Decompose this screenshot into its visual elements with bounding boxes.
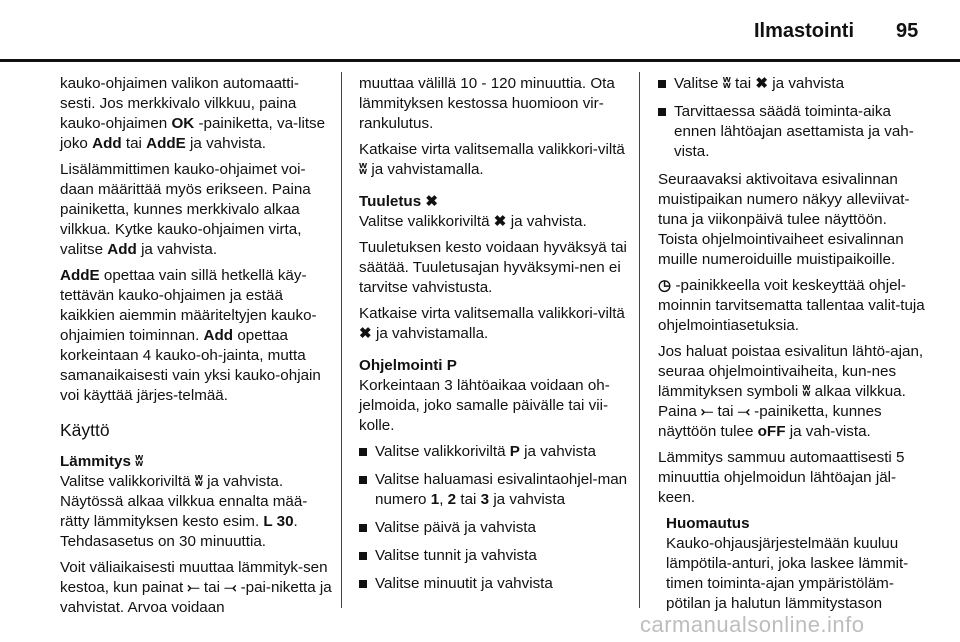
heading-lammitys bbox=[60, 452, 332, 472]
text: Valitse haluamasi esivalintaohjel-man numero bbox=[375, 471, 628, 508]
text: opettaa vain sillä hetkellä käy-tettävän kauko-ohjaimen ja estää kaikkien aiemmin määriteltyjen kauko-ohjaimien toiminnan. bbox=[60, 267, 317, 344]
fan-icon: ✖ bbox=[493, 213, 507, 230]
paragraph bbox=[60, 266, 332, 406]
paragraph bbox=[359, 304, 631, 344]
text: tai bbox=[460, 491, 477, 508]
text: ja vahvista. bbox=[510, 213, 587, 230]
fan-icon: ✖ bbox=[359, 325, 372, 342]
header-divider bbox=[0, 59, 960, 62]
text: alkaa vilkkua. Paina bbox=[658, 383, 906, 420]
column-divider bbox=[639, 72, 640, 608]
paragraph: Korkeintaan 3 lähtöaikaa voidaan oh-jelmoida, joko samalle päivälle tai vii-kolle. bbox=[359, 377, 610, 434]
text: ja vahvista. bbox=[141, 241, 218, 258]
heating-icon: ʬ bbox=[722, 75, 731, 92]
list-item: Tarvittaessa säädä toiminta-aika ennen lähtöajan asettamista ja vah-vista. bbox=[658, 102, 930, 162]
text: ja vahvista bbox=[524, 443, 596, 460]
text: Jos haluat poistaa esivalitun lähtö-ajan, seuraa ohjelmointivaiheita, kun-nes lämmityksen symboli bbox=[658, 343, 924, 400]
paragraph bbox=[658, 276, 930, 336]
text: tai bbox=[125, 135, 142, 152]
heading-kaytto: Käyttö bbox=[60, 420, 110, 440]
column-2 bbox=[359, 74, 631, 602]
text: opettaa korkeintaan 4 kauko-oh-jainta, mutta samanaikaisesti vain yksi kauko-ohjain voi käyttää järjes-telmää. bbox=[60, 327, 321, 404]
text: ja vahvistamalla. bbox=[371, 161, 484, 178]
paragraph bbox=[60, 472, 332, 552]
arrow-left-icon: ⤚ bbox=[187, 579, 200, 596]
paragraph: muuttaa välillä 10 - 120 minuuttia. Ota lämmityksen kestossa huomioon vir-rankulutus. bbox=[359, 75, 615, 132]
paragraph bbox=[60, 74, 332, 154]
list-item bbox=[359, 442, 631, 462]
note-text: Kauko-ohjausjärjestelmään kuuluu lämpötila-anturi, joka laskee lämmit-timen toiminta-ajan ympäristöläm-pötilan ja halutun lämmitystason bbox=[666, 535, 909, 612]
step-list bbox=[359, 442, 631, 594]
text: ja vahvistamalla. bbox=[375, 325, 489, 342]
text: ja vah-vista. bbox=[789, 423, 871, 440]
ok-key: OK bbox=[171, 115, 195, 132]
text: tai bbox=[203, 579, 220, 596]
fan-icon: ✖ bbox=[425, 193, 439, 210]
text: ja vahvista bbox=[772, 75, 845, 92]
watermark: carmanualsonline.info bbox=[640, 612, 865, 637]
column-1 bbox=[60, 74, 332, 624]
column-divider bbox=[341, 72, 342, 608]
paragraph bbox=[359, 212, 631, 232]
add-key: Add bbox=[203, 327, 234, 344]
text: Valitse valikkoriviltä bbox=[60, 473, 191, 490]
duration-value: L 30 bbox=[263, 513, 294, 530]
add-key: Add bbox=[92, 135, 122, 152]
text: Lisälämmittimen kauko-ohjaimet voi-daan määrittää myös erikseen. Paina painiketta, kunnes merkkivalo alkaa vilkkua. Kytke kauko-ohjaimen virta, valitse bbox=[60, 161, 311, 258]
arrow-right-icon: ⤙ bbox=[737, 403, 750, 420]
heading-ohjelmointi: Ohjelmointi P bbox=[359, 357, 457, 374]
adde-key: AddE bbox=[60, 267, 100, 284]
list-item: Valitse minuutit ja vahvista bbox=[359, 574, 631, 594]
text: kauko-ohjaimen valikon automaatti-sesti. Jos merkkivalo vilkkuu, paina kauko-ohjaimen bbox=[60, 75, 299, 132]
paragraph: Lämmitys sammuu automaattisesti 5 minuuttia ohjelmoidun lähtöajan jäl-keen. bbox=[658, 449, 905, 506]
text: ja vahvista. Näytössä alkaa vilkkua ennalta mää-rätty lämmityksen kesto esim. bbox=[60, 473, 308, 530]
text: ja vahvista. bbox=[190, 135, 267, 152]
list-item bbox=[359, 470, 631, 510]
text: -painiketta, kunnes näyttöön tulee bbox=[658, 403, 882, 440]
note-box bbox=[658, 514, 930, 614]
list-item: Valitse päivä ja vahvista bbox=[359, 518, 631, 538]
paragraph bbox=[60, 160, 332, 260]
column-3 bbox=[658, 74, 930, 614]
text: , bbox=[439, 491, 444, 508]
program-key: P bbox=[509, 443, 520, 460]
off-value: oFF bbox=[757, 423, 786, 440]
text: Katkaise virta valitsemalla valikkori-viltä bbox=[359, 141, 625, 158]
list-item: Valitse tunnit ja vahvista bbox=[359, 546, 631, 566]
heating-icon: ʬ bbox=[802, 383, 811, 400]
step-list bbox=[658, 74, 930, 162]
heading-text: Lämmitys bbox=[60, 453, 131, 470]
text: tai bbox=[735, 75, 752, 92]
text: tai bbox=[717, 403, 734, 420]
add-key: Add bbox=[107, 241, 137, 258]
text: Valitse valikkoriviltä bbox=[375, 443, 506, 460]
heating-icon: ʬ bbox=[135, 453, 144, 470]
heading-tuuletus bbox=[359, 192, 631, 212]
text: Valitse bbox=[674, 75, 719, 92]
text: -painiketta, va-litse joko bbox=[60, 115, 326, 152]
heading-text: Tuuletus bbox=[359, 193, 422, 210]
page-header bbox=[0, 0, 960, 59]
section-title: Ilmastointi bbox=[754, 20, 855, 42]
slot-number: 3 bbox=[480, 491, 490, 508]
text: -painikkeella voit keskeyttää ohjel-moinnin tarvitsematta tallentaa valit-tuja ohjelmointiasetuksia. bbox=[658, 277, 925, 334]
clock-icon: ◷ bbox=[658, 277, 672, 294]
heating-icon: ʬ bbox=[194, 473, 203, 490]
text: Valitse valikkoriviltä bbox=[359, 213, 490, 230]
paragraph bbox=[359, 140, 631, 180]
text: Katkaise virta valitsemalla valikkori-viltä bbox=[359, 305, 625, 322]
text: . Tehdasasetus on 30 minuuttia. bbox=[60, 513, 298, 550]
arrow-left-icon: ⤚ bbox=[701, 403, 714, 420]
slot-number: 2 bbox=[447, 491, 457, 508]
paragraph: Tuuletuksen kesto voidaan hyväksyä tai säätää. Tuuletusajan hyväksymi-nen ei tarvitse vahvistusta. bbox=[359, 239, 627, 296]
adde-key: AddE bbox=[146, 135, 186, 152]
list-item bbox=[658, 74, 930, 94]
note-title: Huomautus bbox=[666, 515, 750, 532]
arrow-right-icon: ⤙ bbox=[224, 579, 237, 596]
text: ja vahvista bbox=[493, 491, 566, 508]
slot-number: 1 bbox=[430, 491, 440, 508]
page-number: 95 bbox=[896, 20, 919, 42]
text: -pai-niketta ja vahvistat. Arvoa voidaan bbox=[60, 579, 332, 616]
paragraph bbox=[658, 342, 930, 442]
heating-icon: ʬ bbox=[359, 161, 368, 178]
text: Voit väliaikaisesti muuttaa lämmityk-sen kestoa, kun painat bbox=[60, 559, 328, 596]
paragraph: Seuraavaksi aktivoitava esivalinnan muistipaikan numero näkyy alleviivat-tuna ja viikonpäivä tulee näyttöön. Toista ohjelmointivaiheet esivalinnan muille numeroiduille muistipaikoille. bbox=[658, 171, 910, 268]
paragraph bbox=[60, 558, 332, 618]
fan-icon: ✖ bbox=[755, 75, 769, 92]
